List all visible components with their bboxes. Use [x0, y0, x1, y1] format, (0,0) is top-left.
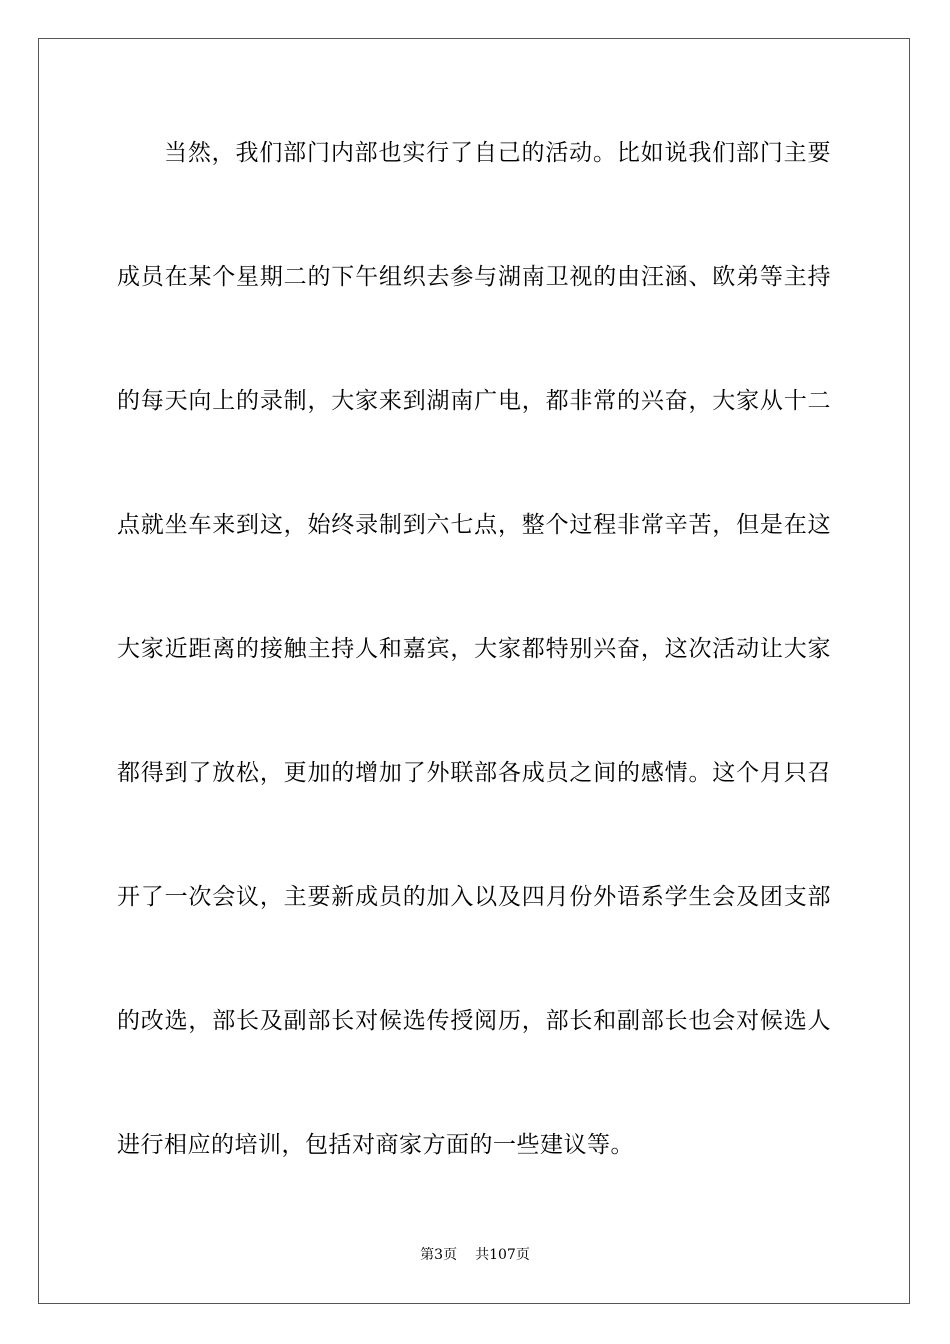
page-border	[38, 38, 910, 1304]
paragraph-line: 开了一次会议，主要新成员的加入以及四月份外语系学生会及团支部	[117, 884, 831, 910]
paragraph-line: 当然，我们部门内部也实行了自己的活动。比如说我们部门主要	[164, 140, 831, 166]
page-total: 共107页	[475, 1247, 530, 1263]
page-number: 第3页	[420, 1247, 458, 1263]
paragraph-line: 的改选，部长及副部长对候选传授阅历，部长和副部长也会对候选人	[117, 1008, 831, 1034]
paragraph-line: 点就坐车来到这，始终录制到六七点，整个过程非常辛苦，但是在这	[117, 512, 831, 538]
page-footer	[0, 1246, 950, 1264]
paragraph-line: 都得到了放松，更加的增加了外联部各成员之间的感情。这个月只召	[117, 760, 831, 786]
paragraph-line: 的每天向上的录制，大家来到湖南广电，都非常的兴奋，大家从十二	[117, 388, 831, 414]
paragraph-line: 大家近距离的接触主持人和嘉宾，大家都特别兴奋，这次活动让大家	[117, 636, 831, 662]
paragraph-line: 成员在某个星期二的下午组织去参与湖南卫视的由汪涵、欧弟等主持	[117, 264, 831, 290]
paragraph-line: 进行相应的培训，包括对商家方面的一些建议等。	[117, 1132, 634, 1158]
